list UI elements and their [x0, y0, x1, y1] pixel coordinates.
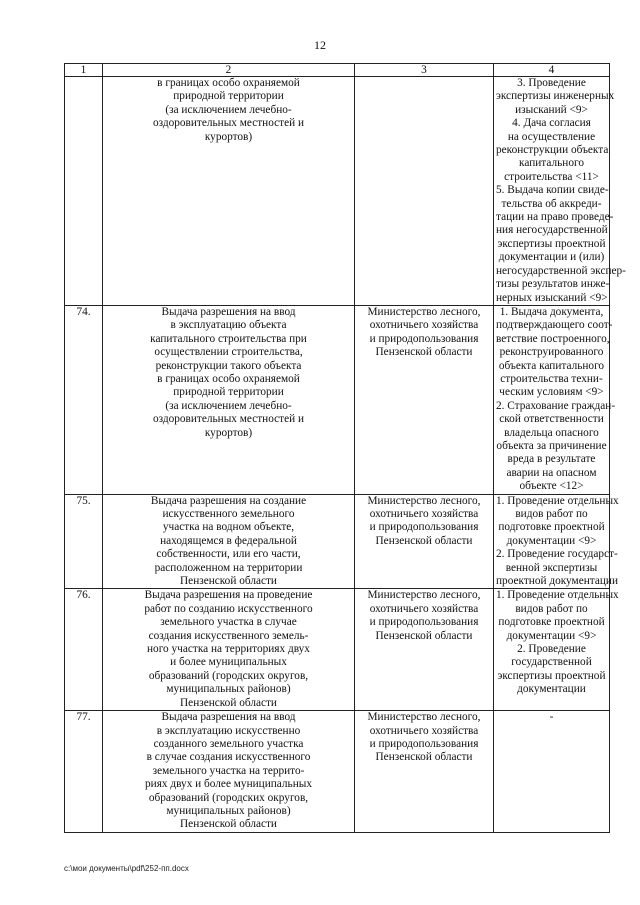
text-line: образований (городских округов, [148, 669, 309, 682]
text-line: проектной документации [496, 575, 618, 588]
text-line: документации <9> [506, 534, 597, 547]
text-line: объекте <12> [519, 480, 584, 493]
text-line: и природопользования [369, 521, 479, 534]
requirements-cell [494, 77, 626, 306]
text-line: экспертизы инженерных [496, 90, 615, 103]
row-number: 76. [65, 589, 103, 711]
column-header: 1 [65, 64, 103, 77]
row-number: 75. [65, 494, 103, 589]
requirements-cell [494, 711, 610, 833]
text-line: в эксплуатацию искусственно [156, 724, 301, 737]
text-line: Выдача разрешения на создание [150, 494, 307, 507]
text-line: тизы результатов инже- [496, 278, 610, 291]
text-line: образований (городских округов, [148, 791, 309, 804]
requirements-cell [494, 494, 619, 589]
text-line: Министерство лесного, [367, 305, 481, 318]
text-line: оздоровительных местностей и [152, 117, 305, 130]
text-line: капитального [519, 157, 584, 170]
text-line: Выдача разрешения на ввод [161, 711, 296, 724]
text-line: и природопользования [369, 737, 479, 750]
text-line: документации и (или) [498, 251, 605, 264]
text-line: муниципальных районов) [166, 683, 291, 696]
text-line: и природопользования [369, 332, 479, 345]
text-line: осуществлении строительства, [154, 346, 303, 359]
text-line: 1. Проведение отдельных [496, 494, 619, 507]
row-number: 74. [65, 305, 103, 494]
text-line: (за исключением лечебно- [165, 399, 292, 412]
service-name-cell [103, 305, 355, 494]
text-line: Министерство лесного, [367, 589, 481, 602]
text-line: охотничьего хозяйства [369, 319, 479, 332]
services-table [64, 63, 626, 833]
text-line: ния негосударственной [496, 224, 608, 237]
text-line: видов работ по [515, 602, 588, 615]
text-line: охотничьего хозяйства [369, 724, 479, 737]
text-line: реконструкции такого объекта [155, 359, 302, 372]
authority-cell [355, 494, 494, 589]
text-line: 1. Проведение отдельных [496, 589, 619, 602]
text-line: Пензенской области [180, 818, 277, 831]
text-line: искусственного земельного [162, 508, 295, 520]
text-line: 1. Выдача документа, [499, 305, 604, 318]
text-line: изысканий <9> [515, 103, 588, 116]
text-line: создания искусственного земель- [148, 629, 309, 642]
text-line: созданного земельного участка [153, 737, 304, 750]
text-line: Министерство лесного, [367, 711, 481, 724]
text-line: тельства об аккреди- [501, 197, 602, 210]
text-line: Выдача разрешения на ввод [161, 305, 296, 318]
text-line: в случае создания искусственного [146, 751, 311, 764]
text-line: 5. Выдача копии свиде- [496, 184, 609, 197]
text-line: нерных изысканий <9> [496, 291, 608, 304]
row-number: 77. [65, 711, 103, 833]
text-line: находящемся в федеральной [160, 534, 297, 547]
text-line: муниципальных районов) [166, 804, 291, 817]
text-line: 4. Дача согласия [512, 117, 591, 130]
authority-cell [355, 711, 494, 833]
text-line: реконструированного [499, 346, 604, 359]
text-line: строительства техни- [500, 372, 603, 385]
text-line: риях двух и более муниципальных [145, 778, 312, 791]
text-line: курортов) [204, 426, 253, 439]
row-number [65, 77, 103, 306]
text-line: документации [517, 683, 586, 696]
column-header: 2 [103, 64, 355, 77]
text-line: природной территории [173, 386, 284, 399]
text-line: Пензенской области [375, 534, 473, 547]
text-line: экспертизы проектной [497, 669, 606, 682]
text-line: Выдача разрешения на проведение [144, 589, 313, 602]
text-line: объекта за причинение [496, 439, 607, 452]
text-line: государственной [511, 656, 592, 669]
text-line: и природопользования [369, 616, 479, 629]
service-name-cell [103, 494, 355, 589]
authority-cell [355, 589, 494, 711]
page-number: 12 [314, 38, 326, 52]
text-line: ческим условиям <9> [499, 386, 604, 399]
text-line: экспертизы проектной [497, 237, 606, 250]
text-line: тации на право проведе- [496, 211, 614, 224]
text-line: собственности, или его части, [156, 548, 301, 561]
service-name-cell [103, 711, 355, 833]
table-row [65, 77, 610, 306]
file-path-footer: c:\мои документы\pdf\252-пп.docx [64, 864, 189, 873]
text-line: Министерство лесного, [367, 494, 481, 507]
text-line: работ по созданию искусственного [144, 602, 313, 615]
text-line: Пензенской области [375, 629, 473, 642]
text-line: охотничьего хозяйства [369, 602, 479, 615]
text-line: Пензенской области [375, 346, 473, 359]
text-line: ветствие построенного, [496, 332, 610, 345]
text-line: объекта капитального [498, 359, 605, 372]
table-row [65, 711, 610, 833]
text-line: Пензенской области [375, 751, 473, 764]
table-row [65, 589, 610, 711]
text-line: (за исключением лечебно- [165, 103, 292, 116]
text-line: видов работ по [515, 508, 588, 520]
text-line: в границах особо охраняемой [157, 77, 300, 89]
text-line: подтверждающего соот- [496, 319, 613, 332]
text-line: ного участка на территориях двух [147, 643, 310, 656]
text-line: охотничьего хозяйства [369, 508, 479, 520]
text-line: подготовке проектной [498, 616, 605, 629]
text-line: в границах особо охраняемой [157, 372, 300, 385]
text-line: ской ответственности [499, 413, 604, 426]
requirements-cell [494, 589, 619, 711]
service-name-cell [103, 589, 355, 711]
text-line: и более муниципальных [170, 656, 287, 669]
text-line: - [549, 711, 554, 724]
requirements-cell [494, 305, 616, 494]
text-line: 2. Проведение [517, 643, 586, 656]
column-header: 3 [355, 64, 494, 77]
column-header: 4 [494, 64, 610, 77]
text-line: земельного участка в случае [160, 616, 297, 629]
text-line: в эксплуатацию объекта [170, 319, 287, 332]
text-line: документации <9> [506, 629, 597, 642]
text-line: вреда в результате [507, 453, 596, 466]
text-line: владельца опасного [504, 426, 599, 439]
text-line: Пензенской области [180, 575, 277, 588]
text-line: строительства <11> [504, 170, 599, 183]
text-line: подготовке проектной [498, 521, 605, 534]
table-row [65, 305, 610, 494]
text-line: 3. Проведение [517, 77, 586, 89]
authority-cell [355, 305, 494, 494]
text-line: венной экспертизы [505, 561, 598, 574]
text-line: реконструкции объекта [496, 144, 609, 157]
text-line: Пензенской области [180, 696, 277, 709]
table-row [65, 494, 610, 589]
text-line: капитального строительства при [150, 332, 307, 345]
text-line: участка на водном объекте, [162, 521, 295, 534]
text-line: земельного участка на террито- [152, 764, 305, 777]
text-line: оздоровительных местностей и [152, 413, 305, 426]
text-line: 2. Проведение государст- [496, 548, 618, 561]
text-line: на осуществление [507, 130, 596, 143]
authority-cell [355, 77, 494, 306]
table-header-row [65, 64, 610, 77]
service-name-cell [103, 77, 355, 306]
text-line: курортов) [204, 130, 253, 143]
text-line: природной территории [173, 90, 284, 103]
text-line: расположенном на территории [154, 561, 303, 574]
text-line: аварии на опасном [506, 466, 597, 479]
text-line: 2. Страхование граждан- [496, 399, 616, 412]
text-line: негосударственной экспер- [496, 264, 626, 277]
